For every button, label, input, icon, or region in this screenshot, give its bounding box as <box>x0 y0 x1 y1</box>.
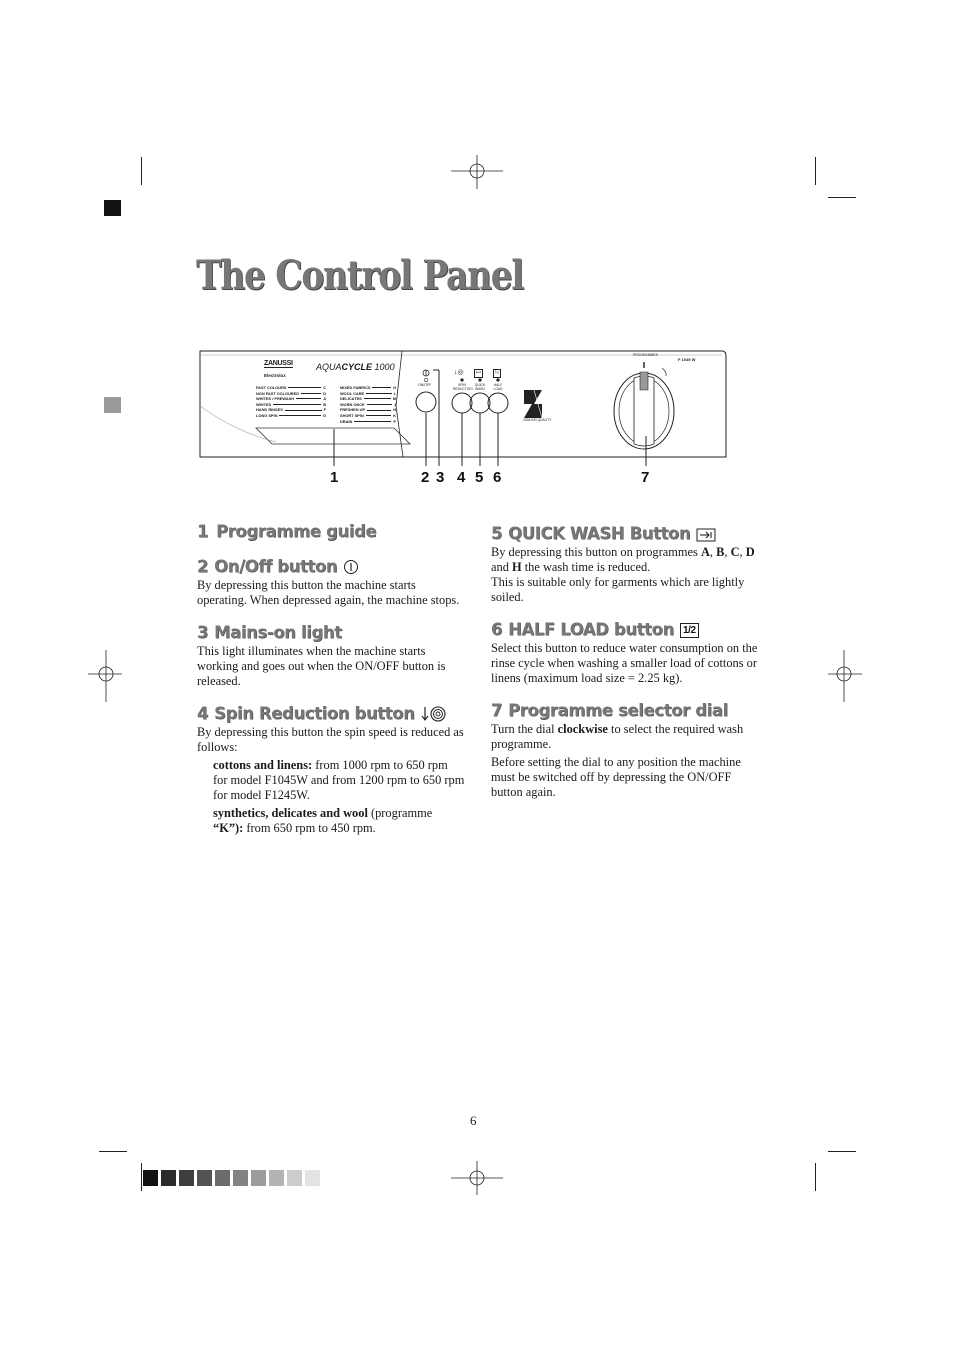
programme-leader-line <box>364 398 391 399</box>
programme-code: L <box>393 390 396 396</box>
spin-cottons-item: cottons and linens: from 1000 rpm to 650 rpm for model F1045W and from 1200 rpm to 650 rpm for model F1245W. <box>213 758 465 802</box>
programme-code: P <box>393 418 396 424</box>
programme-code: F <box>323 407 326 413</box>
callout-7: 7 <box>641 469 650 486</box>
programme-name: HAND RINSES <box>256 407 283 413</box>
programme-guide-row <box>340 419 396 425</box>
black-registration-square <box>104 200 121 216</box>
callout-1: 1 <box>330 469 339 486</box>
programme-code: D <box>323 390 326 396</box>
programme-name: WOOL CARE <box>340 390 365 396</box>
colour-swatch <box>269 1170 284 1186</box>
spin-reduction-heading: 4 Spin Reduction button <box>197 703 465 725</box>
programme-leader-line <box>296 398 321 399</box>
quick-wash-description: By depressing this button on programmes A, B, C, D and H the wash time is reduced. <box>491 545 755 574</box>
quick-panel-icon: ↦ <box>476 370 482 376</box>
colour-swatch <box>143 1170 158 1186</box>
brand-logo: ZANUSSI <box>264 360 293 367</box>
programme-leader-line <box>367 404 392 405</box>
colour-swatch <box>179 1170 194 1186</box>
programme-leader-line <box>366 415 391 416</box>
programme-name: WHITES / PREWASH <box>256 396 295 402</box>
half-load-heading: 6 HALF LOAD button 1/2 <box>491 619 759 641</box>
programme-name: DRAIN <box>340 418 353 424</box>
programme-code: M <box>392 396 396 402</box>
registration-crosshair-right-icon <box>828 650 862 702</box>
programme-leader-line <box>301 393 321 394</box>
programme-leader-line <box>273 404 321 405</box>
control-panel-illustration <box>196 346 728 466</box>
page-number: 6 <box>470 1113 477 1128</box>
programme-name: DELICATES <box>340 396 362 402</box>
quick-wash-icon <box>696 526 716 542</box>
programme-leader-line <box>372 387 391 388</box>
model-logo: AQUACYCLE 1000 <box>316 362 395 372</box>
colour-swatch <box>305 1170 320 1186</box>
programme-guide-left <box>256 385 326 419</box>
selector-dial-description: Turn the dial clockwise to select the required wash programme. <box>491 722 744 751</box>
power-icon <box>343 559 359 575</box>
onoff-description: By depressing this button the machine starts operating. When depressed again, the machine stops. <box>197 578 460 607</box>
programme-name: NON FAST COLOURED <box>256 390 300 396</box>
right-column <box>491 523 759 800</box>
registration-crosshair-left-icon <box>88 650 122 702</box>
colour-swatch <box>251 1170 266 1186</box>
callout-2: 2 <box>421 469 430 486</box>
programme-name: FRESHEN UP <box>340 407 366 413</box>
spin-panel-label: SPIN REDUCTION <box>453 383 473 391</box>
callout-6: 6 <box>493 469 502 486</box>
half-load-description: Select this button to reduce water consumption on the rinse cycle when washing a smaller load of cottons or linens (maximum load size = 2.25 kg). <box>491 641 758 685</box>
programme-guide-heading: 1 Programme guide <box>197 522 377 541</box>
selector-dial-note: Before setting the dial to any position the machine must be switched off by depressing the ON/OFF button again. <box>491 755 741 799</box>
programme-code: A <box>323 396 326 402</box>
programme-code: J <box>393 401 396 407</box>
programme-leader-line <box>366 393 391 394</box>
programme-leader-line <box>288 387 321 388</box>
programme-name: MIXED FABRICS <box>340 385 371 390</box>
half-load-icon: 1/2 <box>680 623 699 638</box>
registration-crosshair-top-icon <box>451 155 503 189</box>
programme-leader-line <box>279 415 321 416</box>
programme-name: SHORT SPIN <box>340 412 364 418</box>
page-title: The Control Panel <box>196 252 524 299</box>
callout-3: 3 <box>436 469 445 486</box>
programme-code: K <box>393 412 396 418</box>
programme-guide-right <box>340 385 396 424</box>
grey-registration-square <box>104 397 121 413</box>
quick-panel-label: QUICK WASH <box>474 383 486 391</box>
callout-5: 5 <box>475 469 484 486</box>
onoff-panel-label: ON/OFF <box>418 383 432 387</box>
registration-crosshair-bottom-icon <box>451 1161 503 1195</box>
colour-swatch <box>287 1170 302 1186</box>
colour-swatch <box>197 1170 212 1186</box>
programme-code: N <box>393 407 396 413</box>
mains-on-description: This light illuminates when the machine starts working and goes out when the ON/OFF button is released. <box>197 644 446 688</box>
spin-reduction-description: By depressing this button the spin speed is reduced as follows: <box>197 725 464 754</box>
programme-code: G <box>322 412 326 418</box>
programme-code: B <box>323 401 326 407</box>
colour-swatch <box>215 1170 230 1186</box>
quick-wash-note: This is suitable only for garments which are lightly soiled. <box>491 575 745 604</box>
mains-on-heading: 3 Mains-on light <box>197 623 342 642</box>
zq-tagline: ZANUSSI QUALITY <box>523 418 552 422</box>
half-panel-icon: ½ <box>495 371 499 376</box>
programme-name: LONG SPIN <box>256 412 278 418</box>
programme-leader-line <box>285 410 322 411</box>
quick-wash-heading: 5 QUICK WASH Button <box>491 523 759 545</box>
programme-leader-line <box>367 410 391 411</box>
programme-name: WHITES <box>256 401 272 407</box>
programme-name: FAST COLOURS <box>256 385 287 390</box>
callout-4: 4 <box>457 469 466 486</box>
spin-synthetics-item: synthetics, delicates and wool (programme “K”): from 650 rpm to 450 rpm. <box>213 806 433 835</box>
colour-swatch <box>233 1170 248 1186</box>
spin-reduction-icon <box>421 705 447 723</box>
selector-dial-heading: 7 Programme selector dial <box>491 701 728 720</box>
sub-brand-logo: Electrolux <box>264 373 286 378</box>
left-column <box>197 521 465 836</box>
programme-guide-row <box>256 413 326 419</box>
spin-panel-icon: ↓◎ <box>454 368 464 376</box>
half-panel-label: HALF LOAD <box>493 383 503 391</box>
model-code: F 1045 W <box>678 357 696 362</box>
programmes-panel-label: PROGRAMMES <box>633 353 658 357</box>
programme-code: H <box>393 385 396 390</box>
onoff-heading: 2 On/Off button <box>197 556 465 578</box>
colour-swatch <box>161 1170 176 1186</box>
programme-leader-line <box>354 421 391 422</box>
programme-name: WORN ONCE <box>340 401 365 407</box>
programme-code: C <box>323 385 326 390</box>
